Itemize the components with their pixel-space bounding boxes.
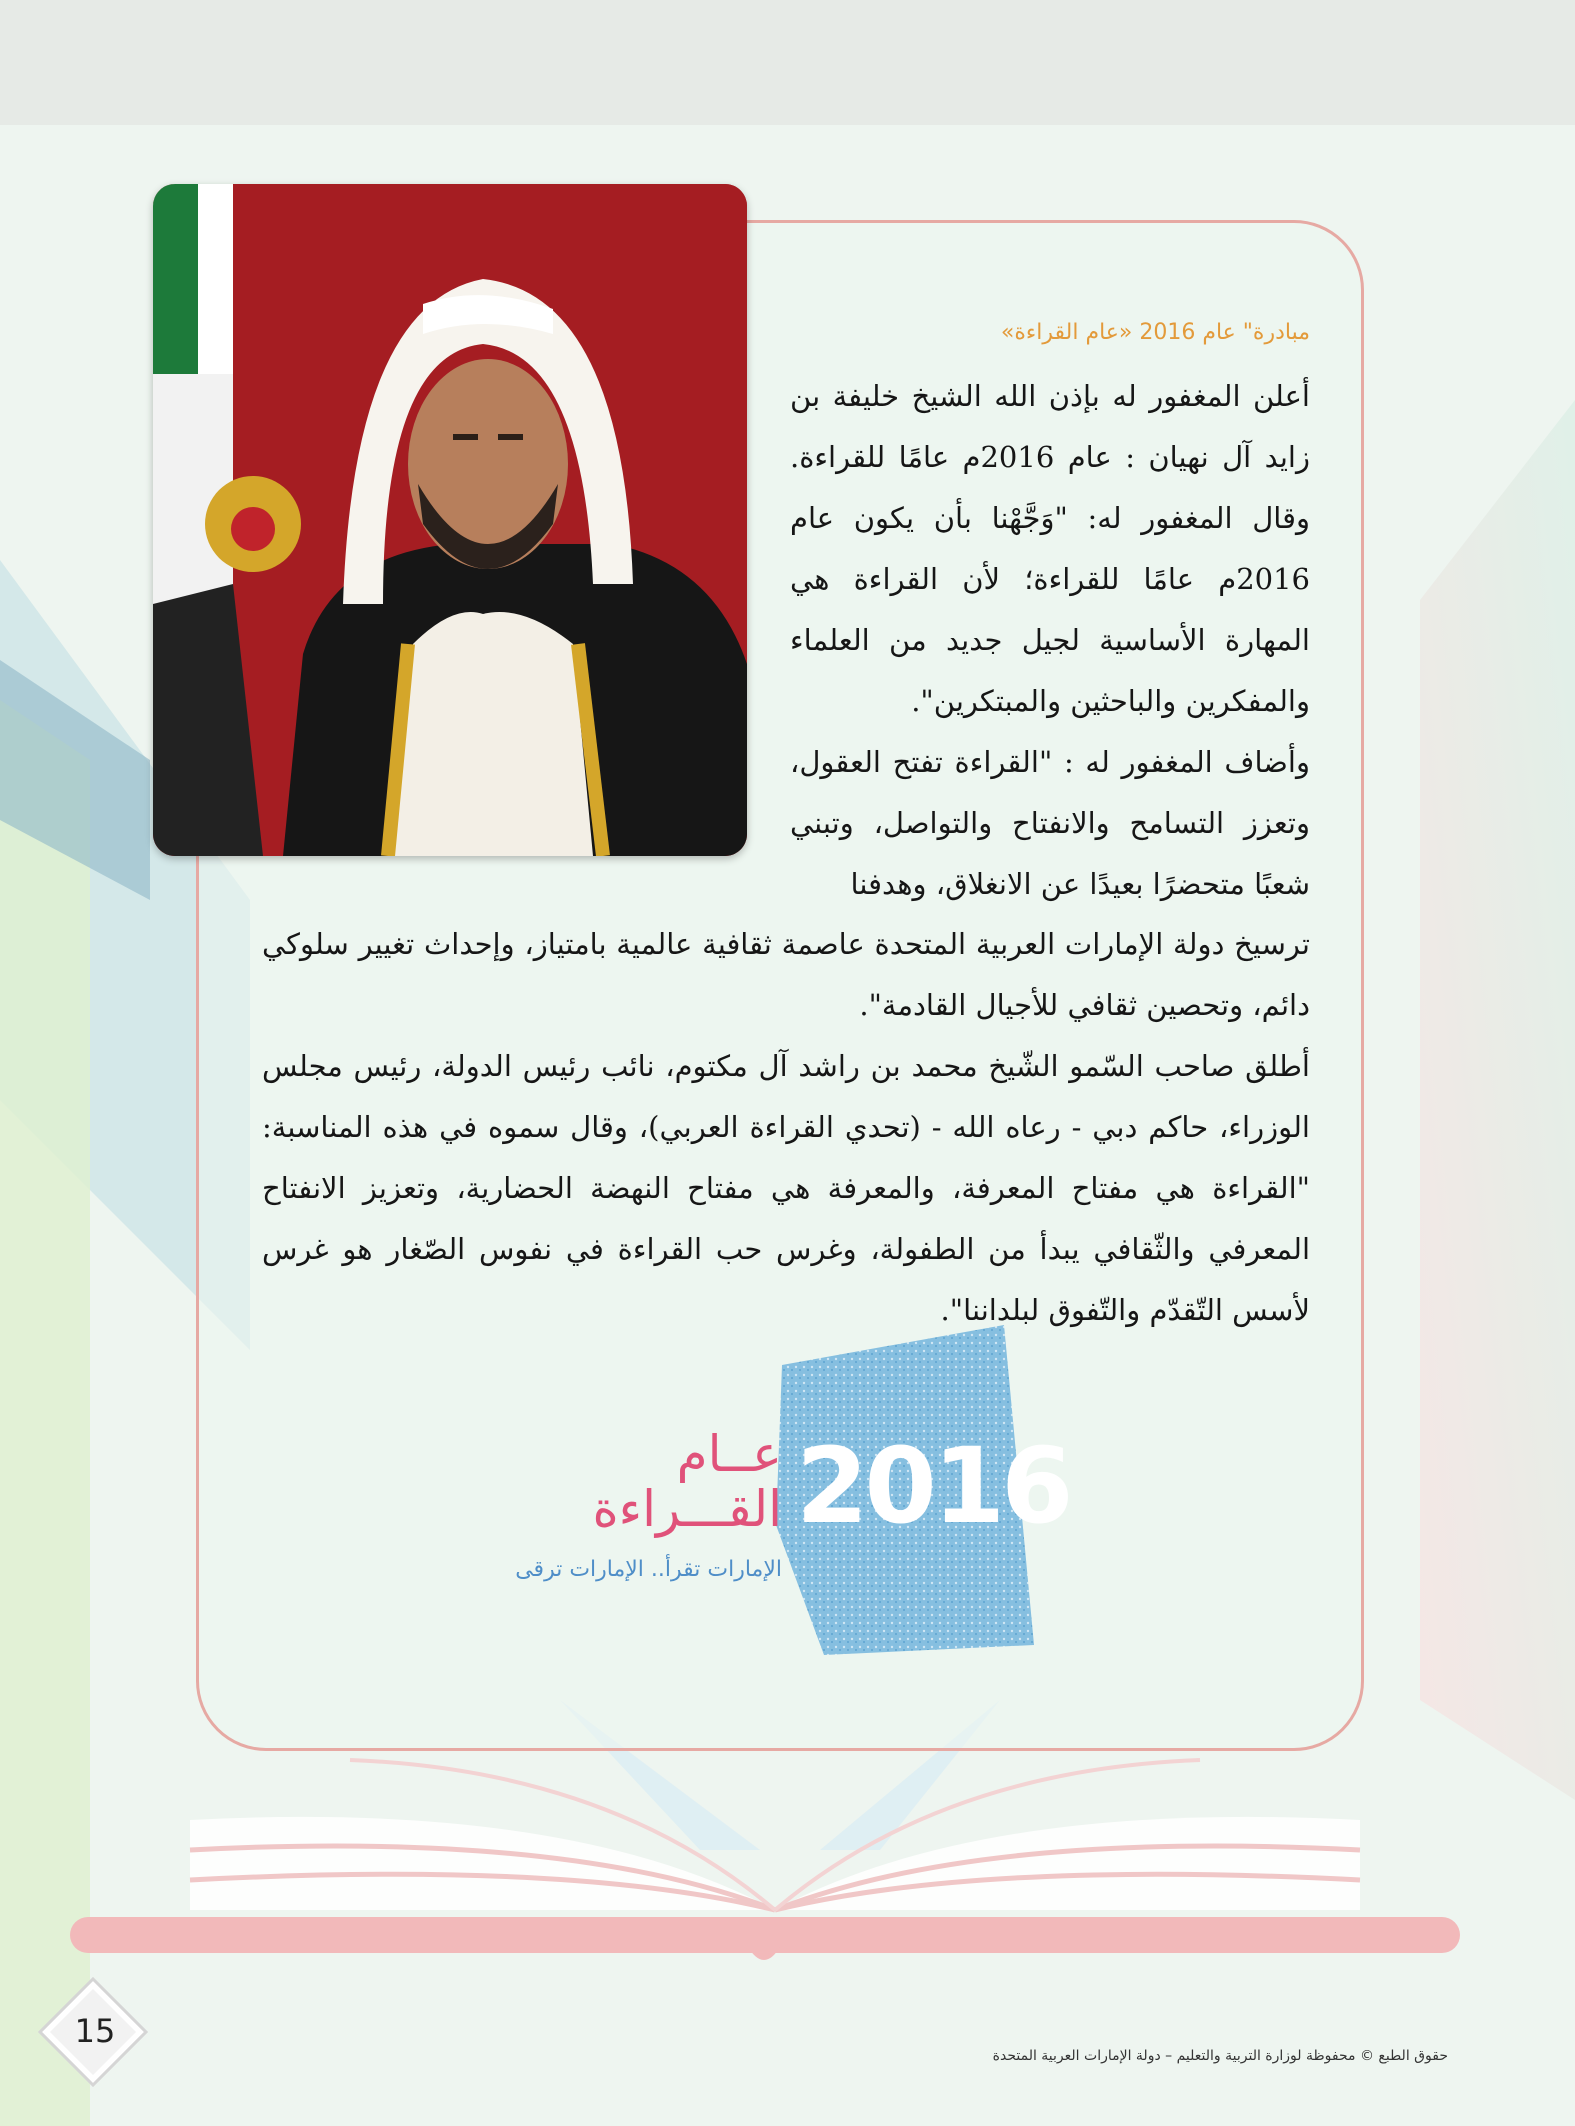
logo-year: 2016 [796, 1425, 1070, 1547]
paragraph-announcement: أعلن المغفور له بإذن الله الشيخ خليفة بن زايد آل نهيان : عام 2016م عامًا للقراءة. وقال المغفور له: "وَجَّهْنا بأن يكون عام 2016م عامًا للقراءة؛ لأن القراءة هي المهارة الأساسية لجيل جديد من العلماء والمفكرين والباحثين والمبتكرين". [790, 379, 1310, 718]
portrait-illustration [153, 184, 747, 856]
paragraph-goal: ترسيخ دولة الإمارات العربية المتحدة عاصمة ثقافية عالمية بامتياز، وإحداث تغيير سلوكي دائم، وتحصين ثقافي للأجيال القادمة". [262, 927, 1310, 1022]
copyright-notice: حقوق الطبع © محفوظة لوزارة التربية والتعليم – دولة الإمارات العربية المتحدة [992, 2048, 1448, 2064]
header-band [0, 0, 1575, 125]
year-of-reading-logo [514, 1325, 1070, 1655]
section-kicker: مبادرة" عام 2016 «عام القراءة» [1000, 320, 1310, 345]
paragraph-challenge: أطلق صاحب السّمو الشّيخ محمد بن راشد آل مكتوم، نائب رئيس الدولة، رئيس مجلس الوزراء، حاكم دبي - رعاه الله - (تحدي القراءة العربي)، وقال سموه في هذه المناسبة: "القراءة هي مفتاح المعرفة، والمعرفة هي مفتاح النهضة الحضارية، وتعزيز الانفتاح المعرفي والثّقافي يبدأ من الطفولة، وغرس حب القراءة في نفوس الصّغار هو غرس لأسس التّقدّم والتّفوق لبلداننا". [262, 1049, 1310, 1327]
logo-title-line2: القـــراءة [592, 1480, 782, 1538]
open-book-illustration [150, 1680, 1400, 1930]
portrait-photo [153, 184, 747, 856]
bottom-bar-notch [748, 1947, 780, 1967]
paragraph-addition: وأضاف المغفور له : "القراءة تفتح العقول، وتعزز التسامح والانفتاح والتواصل، وتبني شعبًا متحضرًا بعيدًا عن الانغلاق، وهدفنا [790, 745, 1310, 901]
logo-title-line1: عــام [676, 1425, 782, 1483]
logo-tagline: الإمارات تقرأ.. الإمارات ترقى [515, 1557, 782, 1582]
page-number: 15 [74, 2012, 116, 2050]
